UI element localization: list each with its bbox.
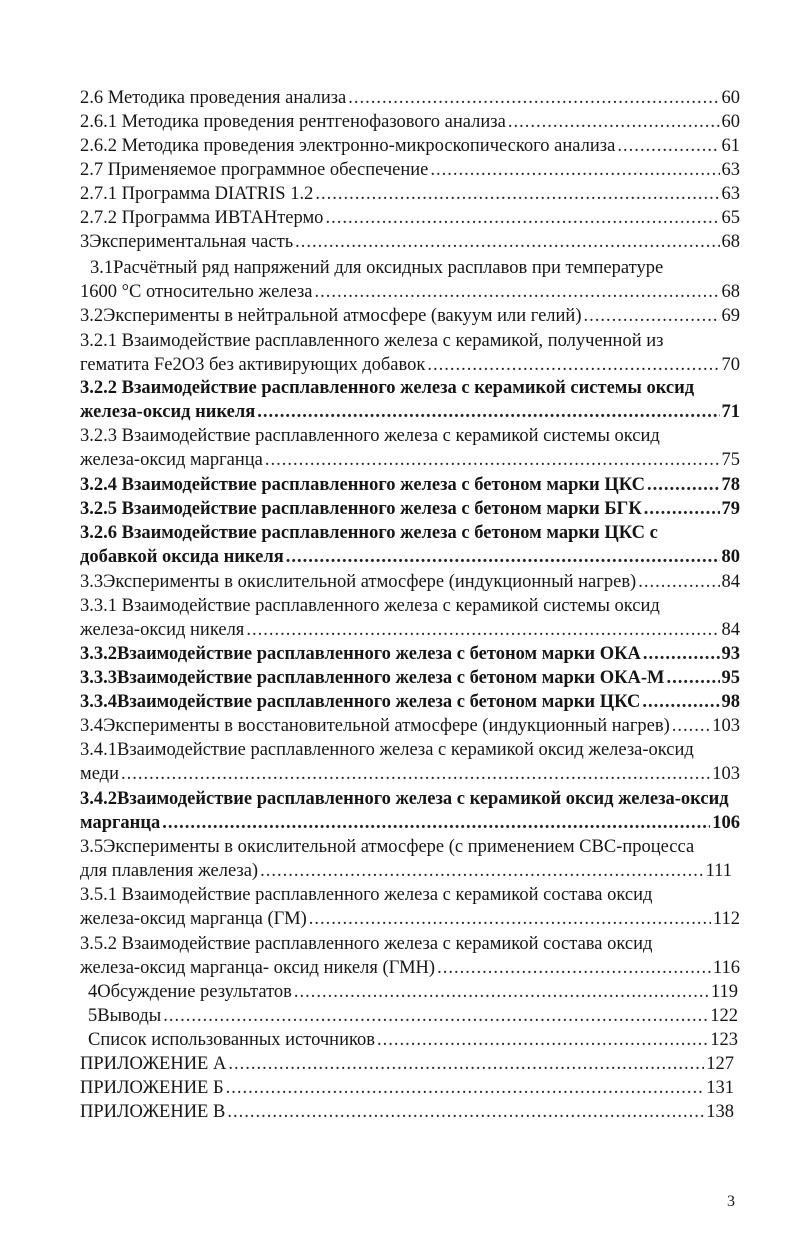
leader-dots	[638, 570, 719, 594]
toc-entry-title: 2.6.2 Методика проведения электронно-микроскопического анализа	[80, 136, 616, 156]
toc-entry-page: 84	[721, 572, 740, 592]
toc-entry-page: 138	[706, 1102, 734, 1122]
toc-entry-page: 84	[721, 620, 740, 640]
toc-entry-title: 3.2.4 Взаимодействие расплавленного железа с бетоном марки ЦКС	[80, 475, 646, 495]
toc-entry-page: 98	[721, 692, 740, 712]
leader-dots	[314, 280, 719, 304]
leader-dots	[430, 158, 719, 182]
toc-entry-title: 3.3Эксперименты в окислительной атмосфере (индукционный нагрев)	[80, 572, 637, 592]
toc-entry[interactable]	[80, 280, 740, 304]
toc-entry-page: 80	[721, 547, 740, 567]
toc-entry[interactable]	[80, 690, 740, 714]
toc-entry-title: 3.3.3Взаимодействие расплавленного железа с бетоном марки ОКА-М	[80, 668, 665, 688]
leader-dots	[427, 353, 719, 377]
toc-entry-title-line1: 3.5Эксперименты в окислительной атмосфере (с применением СВС-процесса	[80, 837, 695, 857]
toc-entry-page: 111	[705, 861, 732, 881]
toc-entry-title: Список использованных источников	[88, 1030, 376, 1050]
toc-entry-title: 3.4Эксперименты в восстановительной атмосфере (индукционный нагрев)	[80, 716, 670, 736]
toc-entry-title-line1: 3.2.3 Взаимодействие расплавленного железа с керамикой системы оксид	[80, 426, 660, 446]
leader-dots	[294, 980, 709, 1004]
toc-entry-title: 1600 °С относительно железа	[80, 282, 313, 302]
toc-entry-page: 106	[712, 813, 740, 833]
toc-entry-page: 70	[721, 355, 740, 375]
toc-entry-title: железа-оксид никеля	[80, 402, 256, 422]
leader-dots	[286, 545, 720, 569]
toc-entry[interactable]	[80, 859, 732, 883]
toc-entry-title-line1: 3.2.1 Взаимодействие расплавленного железа с керамикой, полученной из	[80, 331, 664, 351]
toc-entry-page: 65	[721, 208, 740, 228]
toc-entry-title: 5Выводы	[88, 1006, 162, 1026]
toc-entry-title: ПРИЛОЖЕНИЕ А	[80, 1054, 227, 1074]
toc-entry-title: железа-оксид никеля	[80, 620, 245, 640]
leader-dots	[260, 859, 704, 883]
toc-entry[interactable]	[88, 1004, 738, 1028]
toc-entry-page: 78	[721, 475, 740, 495]
leader-dots	[437, 956, 711, 980]
toc-entry[interactable]	[80, 86, 740, 110]
toc-entry-page: 123	[710, 1030, 738, 1050]
toc-entry-page: 71	[721, 402, 740, 422]
toc-entry[interactable]	[80, 448, 740, 472]
toc-entry-page: 79	[721, 499, 740, 519]
toc-entry-title: 3.3.2Взаимодействие расплавленного железа с бетоном марки ОКА	[80, 644, 641, 664]
toc-entry-title: железа-оксид марганца- оксид никеля (ГМН)	[80, 958, 436, 978]
toc-entry-title: марганца	[80, 813, 161, 833]
toc-entry-page: 69	[721, 306, 740, 326]
toc-entry-page: 116	[712, 958, 740, 978]
toc-entry-page: 61	[721, 136, 740, 156]
toc-entry-title: 2.7.2 Программа ИВТАНтермо	[80, 208, 324, 228]
toc-entry[interactable]	[80, 110, 740, 134]
toc-entry[interactable]	[80, 762, 740, 786]
leader-dots	[265, 448, 720, 472]
toc-entry[interactable]	[80, 1076, 734, 1100]
toc-entry[interactable]	[80, 473, 740, 497]
toc-entry[interactable]	[80, 1052, 734, 1076]
toc-entry[interactable]	[80, 545, 740, 569]
toc-entry-title: 3.2Эксперименты в нейтральной атмосфере (вакуум или гелий)	[80, 306, 582, 326]
toc-entry[interactable]	[80, 134, 740, 158]
toc-entry-title: меди	[80, 764, 119, 784]
toc-entry-title-line1: 3.3.1 Взаимодействие расплавленного железа с керамикой системы оксид	[80, 596, 660, 616]
leader-dots	[584, 304, 720, 328]
leader-dots	[508, 110, 720, 134]
toc-entry-page: 63	[721, 184, 740, 204]
leader-dots	[643, 642, 720, 666]
toc-entry-page: 112	[712, 909, 740, 929]
toc-entry-title: 2.7 Применяемое программное обеспечение	[80, 160, 429, 180]
leader-dots	[162, 811, 710, 835]
toc-entry[interactable]	[80, 304, 740, 328]
leader-dots	[644, 497, 720, 521]
toc-entry-title: гематита Fe2O3 без активирующих добавок	[80, 355, 426, 375]
leader-dots	[226, 1076, 705, 1100]
toc-entry-title: железа-оксид марганца (ГМ)	[80, 909, 307, 929]
toc-entry-title: 3.2.5 Взаимодействие расплавленного железа с бетоном марки БГК	[80, 499, 642, 519]
toc-entry[interactable]	[80, 666, 740, 690]
toc-entry[interactable]	[80, 956, 740, 980]
toc-entry-title: 2.6 Методика проведения анализа	[80, 88, 347, 108]
leader-dots	[295, 230, 719, 254]
toc-entry[interactable]	[80, 353, 740, 377]
toc-entry-page: 103	[712, 764, 740, 784]
leader-dots	[309, 907, 711, 931]
leader-dots	[642, 690, 719, 714]
toc-entry[interactable]	[80, 618, 740, 642]
toc-entry-title: 2.6.1 Методика проведения рентгенофазового анализа	[80, 112, 506, 132]
toc-entry-title: 2.7.1 Программа DIATRIS 1.2	[80, 184, 314, 204]
toc-entry-page: 75	[721, 450, 740, 470]
toc-entry-title-line1: 3.4.2Взаимодействие расплавленного железа с керамикой оксид железа-оксид	[80, 789, 729, 809]
toc-entry-title-line1: 3.1Расчётный ряд напряжений для оксидных расплавов при температуре	[90, 258, 664, 278]
toc-entry[interactable]	[80, 182, 740, 206]
toc-entry[interactable]	[80, 158, 740, 182]
toc-entry-title: 3.3.4Взаимодействие расплавленного железа с бетоном марки ЦКС	[80, 692, 641, 712]
leader-dots	[377, 1028, 708, 1052]
toc-entry-page: 122	[710, 1006, 738, 1026]
toc-entry[interactable]	[80, 497, 740, 521]
toc-entry[interactable]	[88, 980, 738, 1004]
toc-entry-title: железа-оксид марганца	[80, 450, 263, 470]
toc-entry[interactable]	[80, 714, 740, 738]
toc-entry[interactable]	[80, 1100, 734, 1124]
toc-entry-title: для плавления железа)	[80, 861, 259, 881]
leader-dots	[227, 1100, 704, 1124]
leader-dots	[672, 714, 710, 738]
leader-dots	[348, 86, 719, 110]
page-number: 3	[727, 1193, 735, 1210]
toc-entry-title: добавкой оксида никеля	[80, 547, 284, 567]
toc-entry-title-line1: 3.2.2 Взаимодействие расплавленного железа с керамикой системы оксид	[80, 378, 695, 398]
toc-entry-page: 93	[721, 644, 740, 664]
toc-entry-title: ПРИЛОЖЕНИЕ В	[80, 1102, 226, 1122]
leader-dots	[228, 1052, 704, 1076]
toc-entry-page: 60	[721, 112, 740, 132]
toc-entry-title-line1: 3.5.1 Взаимодействие расплавленного железа с керамикой состава оксид	[80, 885, 653, 905]
toc-entry-title-line1: 3.2.6 Взаимодействие расплавленного железа с бетоном марки ЦКС с	[80, 523, 658, 543]
toc-entry-page: 131	[706, 1078, 734, 1098]
toc-entry[interactable]	[88, 1028, 738, 1052]
toc-entry-title: 4Обсуждение результатов	[88, 982, 292, 1002]
toc-entry[interactable]	[80, 811, 740, 835]
toc-entry[interactable]	[80, 907, 740, 931]
toc-entry[interactable]	[80, 206, 740, 230]
leader-dots	[315, 182, 719, 206]
toc-entry[interactable]	[80, 570, 740, 594]
toc-entry[interactable]	[80, 400, 740, 424]
toc-entry-page: 95	[721, 668, 740, 688]
leader-dots	[617, 134, 719, 158]
toc-entry[interactable]	[80, 642, 740, 666]
leader-dots	[246, 618, 719, 642]
leader-dots	[325, 206, 719, 230]
toc-entry-page: 103	[712, 716, 740, 736]
leader-dots	[257, 400, 719, 424]
toc-entry-page: 68	[721, 232, 740, 252]
toc-entry-page: 60	[721, 88, 740, 108]
toc-entry-title-line1: 3.4.1Взаимодействие расплавленного железа с керамикой оксид железа-оксид	[80, 740, 694, 760]
leader-dots	[121, 762, 710, 786]
toc-entry-page: 68	[721, 282, 740, 302]
toc-entry-title-line1: 3.5.2 Взаимодействие расплавленного железа с керамикой состава оксид	[80, 934, 653, 954]
toc-entry-title: 3Экспериментальная часть	[80, 232, 294, 252]
toc-entry[interactable]	[80, 230, 740, 254]
leader-dots	[647, 473, 719, 497]
toc-entry-page: 127	[706, 1054, 734, 1074]
toc-entry-page: 63	[721, 160, 740, 180]
leader-dots	[666, 666, 719, 690]
leader-dots	[163, 1004, 708, 1028]
toc-entry-page: 119	[710, 982, 738, 1002]
toc-entry-title: ПРИЛОЖЕНИЕ Б	[80, 1078, 224, 1098]
